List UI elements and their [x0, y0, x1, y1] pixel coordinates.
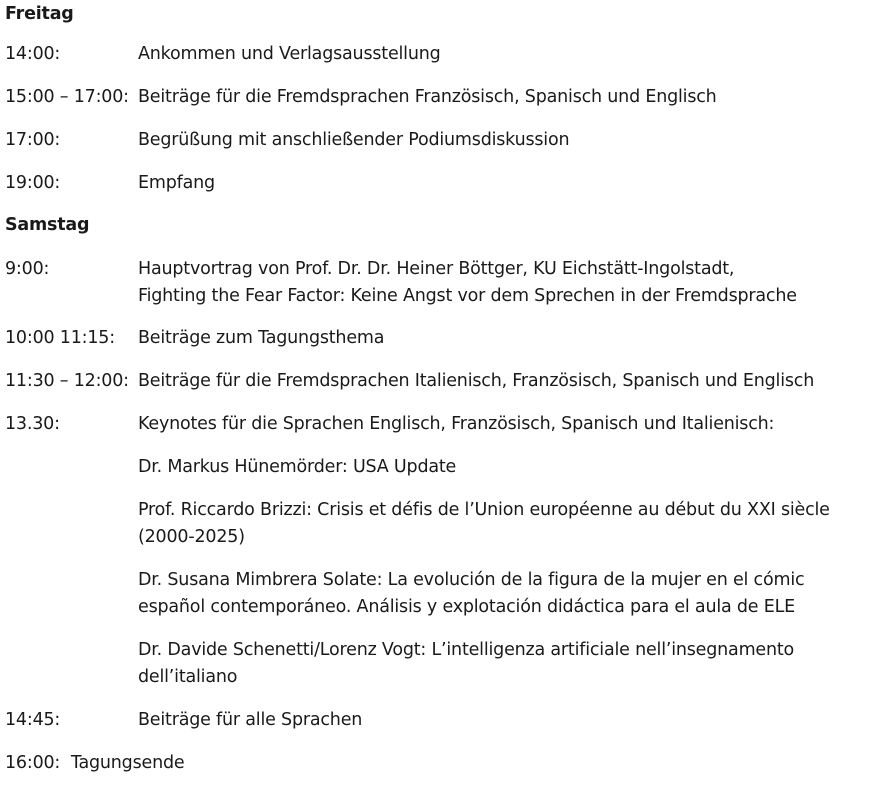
entry-time: 17:00: — [5, 130, 61, 150]
entry-time: 13.30: — [5, 414, 60, 434]
keynote-text: Dr. Markus Hünemörder: USA Update — [138, 457, 457, 477]
entry-text-line: Fighting the Fear Factor: Keine Angst vor dem Sprechen in der Fremdsprache — [138, 286, 797, 306]
entry-text: Beiträge für die Fremdsprachen Italienisch, Französisch, Spanisch und Englisch — [138, 371, 815, 391]
entry-text: Beiträge für die Fremdsprachen Französisch, Spanisch und Englisch — [138, 87, 717, 107]
entry-time: 16:00: — [5, 753, 61, 773]
entry-time: 9:00: — [5, 259, 50, 279]
keynote-text-line: dell’italiano — [138, 667, 238, 687]
entry-time: 14:45: — [5, 710, 61, 730]
entry-time: 11:30 – 12:00: — [5, 371, 129, 391]
entry-text: Keynotes für die Sprachen Englisch, Französisch, Spanisch und Italienisch: — [138, 414, 775, 434]
schedule-entry-end — [5, 749, 877, 777]
keynote-text-line: (2000-2025) — [138, 527, 245, 547]
day-heading-saturday: Samstag — [5, 215, 90, 235]
entry-time: 19:00: — [5, 173, 61, 193]
entry-text: Beiträge für alle Sprachen — [138, 710, 363, 730]
entry-text-line: Hauptvortrag von Prof. Dr. Dr. Heiner Böttger, KU Eichstätt-Ingolstadt, — [138, 259, 735, 279]
keynote-text-line: Dr. Davide Schenetti/Lorenz Vogt: L’intelligenza artificiale nell’insegnamento — [138, 640, 795, 660]
entry-time: 14:00: — [5, 44, 61, 64]
entry-text: Begrüßung mit anschließender Podiumsdiskussion — [138, 130, 570, 150]
entry-text: Ankommen und Verlagsausstellung — [138, 44, 441, 64]
entry-text: Empfang — [138, 173, 215, 193]
entry-time: 10:00 11:15: — [5, 328, 115, 348]
entry-time: 15:00 – 17:00: — [5, 87, 129, 107]
entry-text: Beiträge zum Tagungsthema — [138, 328, 385, 348]
keynote-text-line: español contemporáneo. Análisis y explotación didáctica para el aula de ELE — [138, 597, 795, 617]
keynote-text-line: Dr. Susana Mimbrera Solate: La evolución de la figura de la mujer en el cómic — [138, 570, 805, 590]
keynote-text-line: Prof. Riccardo Brizzi: Crisis et défis de l’Union européenne au début du XXI siècle — [138, 500, 830, 520]
day-heading-friday: Freitag — [5, 4, 74, 24]
entry-text: Tagungsende — [70, 753, 185, 773]
